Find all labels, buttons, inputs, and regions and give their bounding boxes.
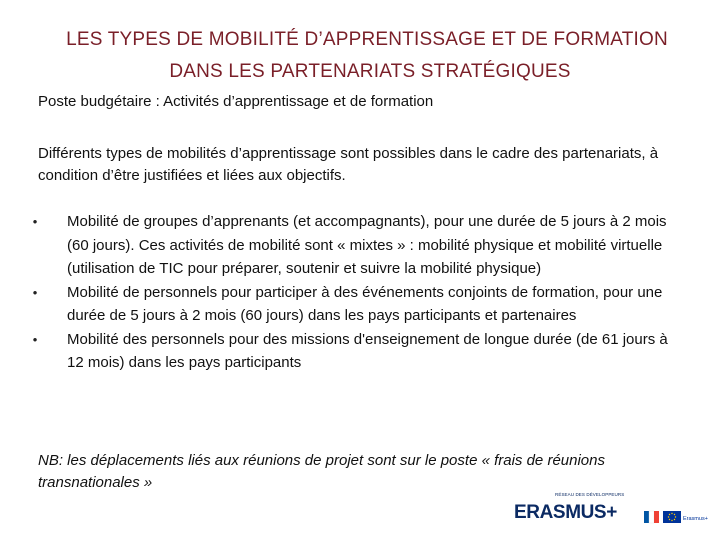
bullet-icon: • (32, 331, 38, 347)
title-line-1: LES TYPES DE MOBILITÉ D’APPRENTISSAGE ET DE FORMATION (66, 29, 668, 50)
logo-brand: ERASMUS (514, 502, 607, 523)
intro-paragraph: Différents types de mobilités d’apprentissage sont possibles dans le cadre des partenariats, à condition d’être justifiées et liées aux objectifs. (38, 145, 659, 184)
bullet-text: Mobilité des personnels pour des missions d'enseignement de longue durée (de 61 jours à 12 mois) dans les pays participants (67, 330, 668, 371)
nb-note: NB: les déplacements liés aux réunions de projet sont sur le poste « frais de réunions transnationales » (38, 452, 605, 491)
bullet-icon: • (32, 214, 38, 229)
list-item (32, 328, 688, 375)
erasmus-logo (510, 490, 710, 532)
title-line-2: DANS LES PARTENARIATS STRATÉGIQUES (169, 61, 571, 82)
bullet-list (32, 210, 688, 375)
logo-tagline: RÉSEAU DES DÉVELOPPEURS (555, 492, 625, 497)
bullet-text: Mobilité de personnels pour participer à des événements conjoints de formation, pour une durée de 5 jours à 2 mois (60 jours) dans les pays participants et partenaires (67, 283, 663, 324)
eu-label: Erasmus+ (683, 516, 708, 522)
budget-line: Poste budgétaire : Activités d’apprentissage et de formation (38, 93, 434, 110)
bullet-icon: • (32, 284, 38, 300)
france-flag-icon (644, 511, 659, 523)
flags-icon (644, 508, 708, 526)
logo-plus: + (606, 502, 617, 523)
bullet-text: Mobilité de groupes d’apprenants (et accompagnants), pour une durée de 5 jours à 2 mois (60 jours). Ces activités de mobilité sont « mixtes » : mobilité physique et mobilité virtuelle (utilisation de TIC pour préparer, soutenir et suivre la mobilité physique) (67, 213, 667, 277)
slide-title (40, 24, 700, 88)
list-item (32, 281, 688, 328)
logo-wordmark (514, 502, 617, 524)
list-item (32, 210, 688, 281)
eu-flag-icon (663, 511, 681, 523)
